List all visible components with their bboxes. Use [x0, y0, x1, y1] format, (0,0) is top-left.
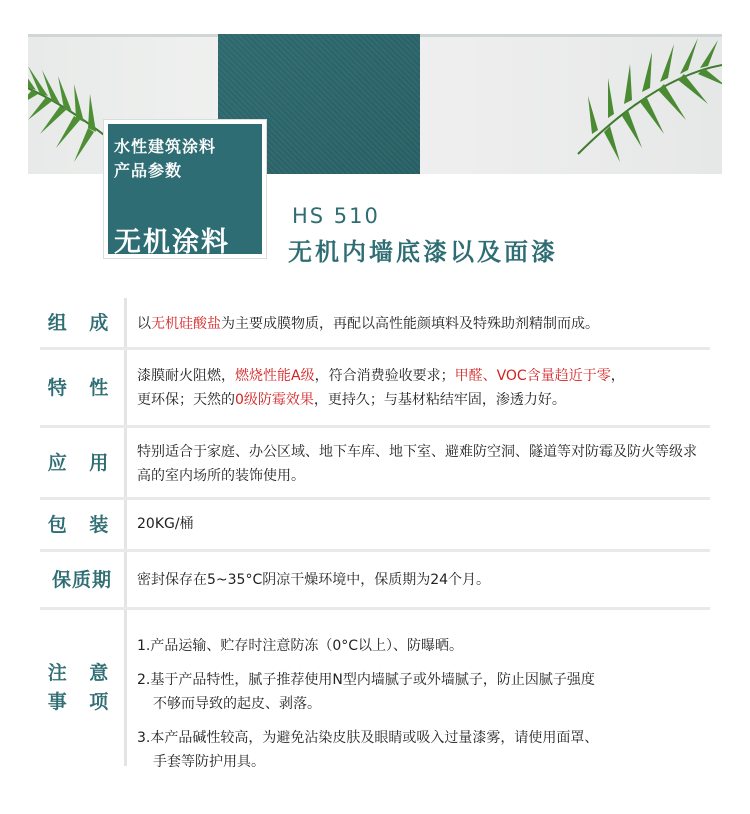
row-content-shelf-life: 密封保存在5~35°C阴凉干燥环境中，保质期为24个月。: [137, 572, 491, 588]
text-segment: 为主要成膜物质，再配以高性能颜填料及特殊助剂精制而成。: [221, 316, 599, 332]
row-content-features: [127, 350, 710, 428]
notes-label-line2: 事 项: [47, 691, 117, 713]
table-row-composition: [40, 298, 710, 350]
row-label-features: 特 性: [47, 377, 117, 400]
highlight-text: 0级防霉效果: [235, 392, 314, 408]
note-item-1: [137, 634, 710, 658]
row-content-packaging: 20KG/桶: [137, 516, 194, 532]
table-row-application: [40, 428, 710, 500]
text-segment: 更环保；天然的: [137, 392, 235, 408]
category-title: 无机涂料: [114, 227, 230, 258]
note-text: 1.产品运输、贮存时注意防冻（0°C以上）、防曝晒。: [137, 638, 464, 654]
note-text: 3.本产品碱性较高，为避免沾染皮肤及眼睛或吸入过量漆雾，请使用面罩、: [137, 730, 599, 746]
note-item-3: [137, 726, 710, 774]
notes-label-line1: 注 意: [47, 661, 117, 684]
note-text: 2.基于产品特性，腻子推荐使用N型内墙腻子或外墙腻子，防止因腻子强度: [137, 672, 595, 688]
product-model: HS 510: [292, 204, 380, 228]
text-segment: ，更持久；与基材粘结牢固，渗透力好。: [313, 392, 566, 408]
features-line2: [137, 388, 710, 412]
table-row-features: [40, 350, 710, 428]
highlight-text: 燃烧性能A级: [235, 368, 315, 384]
parameter-table: [40, 298, 710, 770]
row-content-composition: [127, 298, 710, 350]
row-label-application: 应 用: [47, 452, 117, 475]
features-line1: [137, 364, 710, 388]
table-row-packaging: [40, 500, 710, 552]
note-text-continued: 不够而导致的起皮、剥落。: [153, 696, 321, 712]
text-segment: ，符合消费验收要求；: [314, 368, 455, 384]
row-content-notes: [127, 610, 710, 770]
note-item-2: [137, 668, 710, 716]
row-label-notes: [40, 610, 124, 766]
row-label-shelf-life: 保质期: [51, 569, 112, 592]
text-segment: 漆膜耐火阻燃，: [137, 368, 235, 384]
text-segment: 以: [137, 316, 151, 332]
banner-subtitle-line2: 产品参数: [114, 161, 183, 180]
text-segment: ，: [610, 368, 625, 384]
table-row-shelf-life: [40, 552, 710, 610]
banner-subtitle-line1: 水性建筑涂料: [114, 137, 217, 156]
row-label-composition: 组 成: [47, 312, 117, 335]
row-label-packaging: 包 装: [47, 514, 117, 537]
highlight-text: 无机硅酸盐: [151, 316, 221, 332]
row-content-application: 特别适合于家庭、办公区域、地下车库、地下室、避难防空洞、隧道等对防霉及防火等级求高的室内场所的装饰使用。: [137, 444, 697, 484]
table-row-notes: [40, 610, 710, 770]
highlight-text: 甲醛、VOC含量趋近于零: [454, 368, 611, 384]
note-text-continued: 手套等防护用具。: [153, 754, 265, 770]
category-label-box: [104, 120, 266, 258]
product-title: 无机内墙底漆以及面漆: [288, 238, 558, 266]
palm-leaf-right-icon: [558, 34, 722, 174]
